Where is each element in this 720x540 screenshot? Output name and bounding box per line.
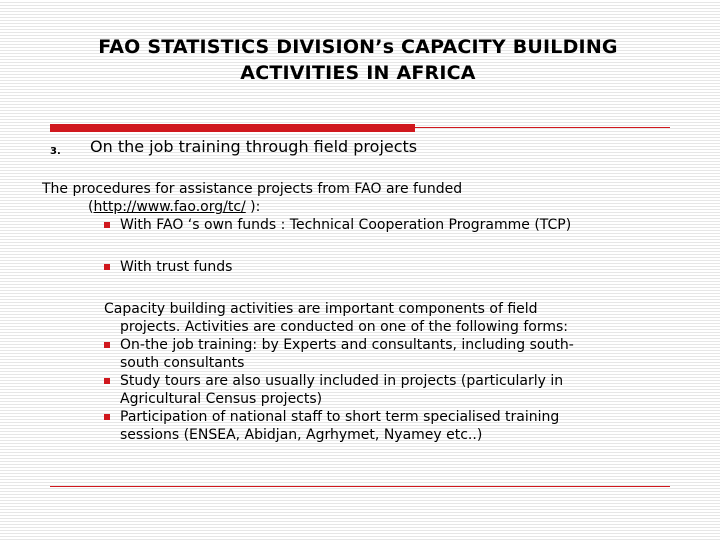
bullet-text-cont: south consultants [120,355,245,371]
bullet-text-cont: sessions (ENSEA, Abidjan, Agrhymet, Nyamey etc..) [120,427,483,443]
title-line-1: FAO STATISTICS DIVISION’s CAPACITY BUILDING [98,36,618,58]
list-item [42,216,682,234]
bullet-text: On-the job training: by Experts and consultants, including south- [120,337,574,353]
fao-tc-link[interactable]: http://www.fao.org/tc/ [93,199,246,215]
title-line-2: ACTIVITIES IN AFRICA [240,62,476,84]
section-number: 3. [50,146,61,157]
square-bullet-icon [104,342,110,348]
section-heading: On the job training through field projects [90,137,418,156]
capacity-intro-line2: projects. Activities are conducted on one of the following forms: [120,319,569,335]
capacity-intro-line1: Capacity building activities are important components of field [104,301,538,317]
title-divider-thin [415,127,670,128]
bullet-text: Study tours are also usually included in projects (particularly in [120,373,564,389]
list-item [104,336,664,372]
list-item [42,258,682,276]
page-title [30,34,686,86]
procedures-block [42,180,682,234]
list-item [104,408,664,444]
open-paren: ( [88,199,94,215]
square-bullet-icon [104,222,110,228]
title-divider-thick [50,124,415,132]
procedures-link-line [42,198,682,216]
square-bullet-icon [104,264,110,270]
square-bullet-icon [104,414,110,420]
bullet-text-cont: Agricultural Census projects) [120,391,323,407]
close-paren: ): [245,199,261,215]
capacity-block [104,300,664,444]
list-item [104,372,664,408]
procedures-intro: The procedures for assistance projects from FAO are funded [42,181,463,197]
bullet-text: With trust funds [120,259,233,275]
square-bullet-icon [104,378,110,384]
bullet-text: With FAO ‘s own funds : Technical Cooperation Programme (TCP) [120,217,572,233]
bullet-text: Participation of national staff to short term specialised training [120,409,560,425]
footer-divider [50,486,670,487]
